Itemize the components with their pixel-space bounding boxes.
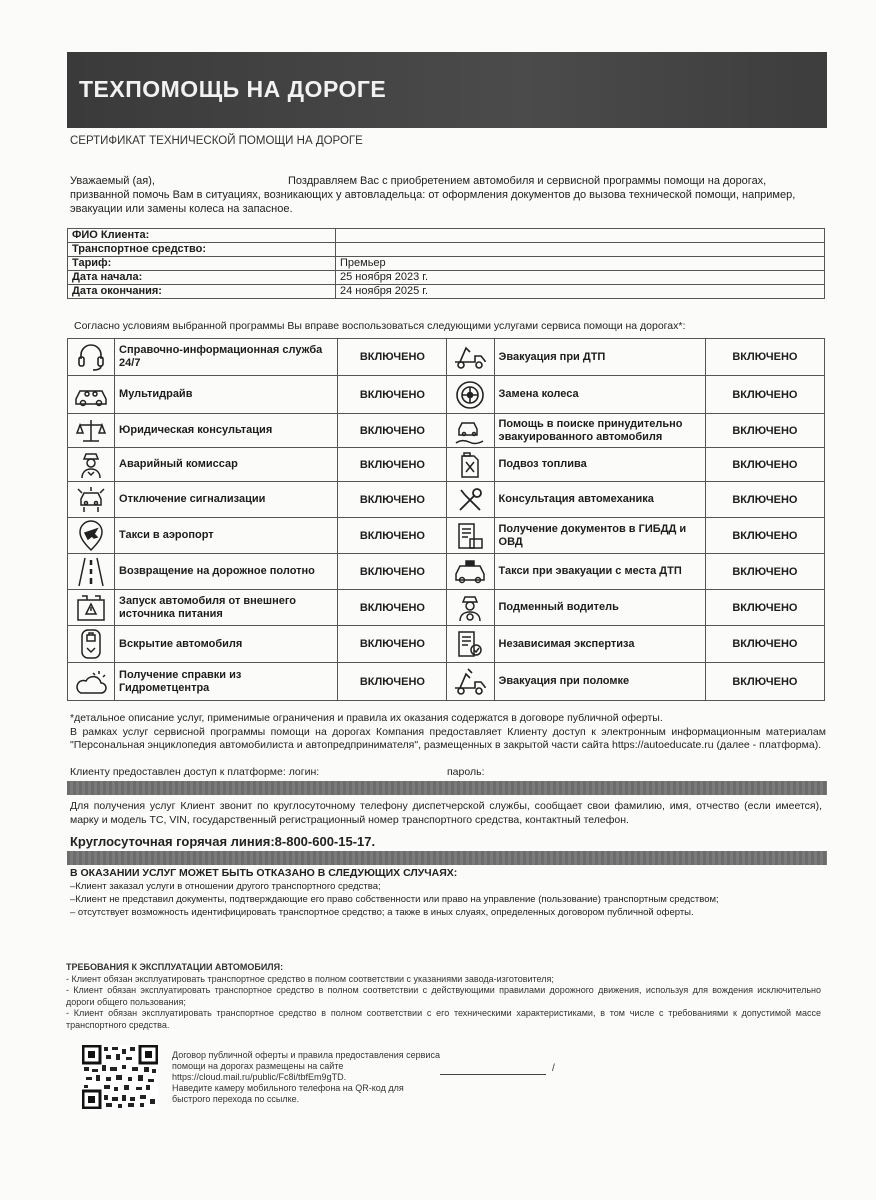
signature-slash: /	[552, 1063, 555, 1074]
password-label: пароль:	[447, 766, 485, 778]
table-row	[68, 663, 825, 701]
service-status: ВКЛЮЧЕНО	[338, 626, 447, 663]
service-status: ВКЛЮЧЕНО	[705, 626, 824, 663]
platform-text: В рамках услуг сервисной программы помощи на дорогах Компания предоставляет Клиенту доступ к электронным информационным материалам "Персональная энциклопедия автомобилиста и автопредпринимателя", размещенных в закрытой части сайта https://autoeducate.ru (далее - платформа).	[70, 725, 826, 751]
service-status: ВКЛЮЧЕНО	[338, 376, 447, 414]
service-name: Такси при эвакуации с места ДТП	[494, 554, 705, 590]
start-date-value: 25 ноября 2023 г.	[336, 271, 825, 285]
expertise-icon	[447, 629, 493, 659]
table-row	[68, 448, 825, 482]
driver-icon	[447, 593, 493, 623]
list-item: – отсутствует возможность идентифицировать транспортное средство; а также в иных слуаях, определенных договором публичной оферты.	[70, 907, 694, 918]
service-status: ВКЛЮЧЕНО	[338, 414, 447, 448]
client-info-table	[67, 228, 825, 299]
greeting: Уважаемый (ая),	[70, 175, 155, 187]
battery-icon	[68, 593, 114, 623]
requirements-section	[66, 962, 821, 1031]
login-row	[70, 766, 485, 778]
tow-breakdown-icon	[447, 666, 493, 698]
service-name: Справочно-информационная служба 24/7	[115, 339, 338, 376]
service-name: Получение документов в ГИБДД и ОВД	[494, 518, 705, 554]
list-item: –Клиент не представил документы, подтверждающие его право собственности или право на управление (пользование) транспортным средством;	[70, 894, 719, 905]
service-name: Помощь в поиске принудительно эвакуированного автомобиля	[494, 414, 705, 448]
intro-paragraph	[70, 174, 823, 216]
end-date-label: Дата окончания:	[68, 285, 336, 299]
service-status: ВКЛЮЧЕНО	[338, 448, 447, 482]
table-row	[68, 482, 825, 518]
service-status: ВКЛЮЧЕНО	[338, 663, 447, 701]
service-status: ВКЛЮЧЕНО	[338, 590, 447, 626]
service-status: ВКЛЮЧЕНО	[705, 590, 824, 626]
table-row	[68, 376, 825, 414]
list-item: - Клиент обязан эксплуатировать транспортное средство в полном соответствии с указаниями завода-изготовителя;	[66, 973, 554, 984]
service-name: Независимая экспертиза	[494, 626, 705, 663]
service-name: Эвакуация при поломке	[494, 663, 705, 701]
weather-icon	[68, 667, 114, 697]
refusal-section	[70, 867, 826, 919]
contact-text: Для получения услуг Клиент звонит по круглосуточному телефону диспетчерской службы, сообщает свои фамилию, имя, отчество (если имеется), марку и модель ТС, VIN, государственный регистрационный номер транспортного средства, контактный телефон.	[70, 800, 822, 826]
service-name: Юридическая консультация	[115, 414, 338, 448]
service-name: Подвоз топлива	[494, 448, 705, 482]
footnote-block	[70, 712, 826, 753]
hotline: Круглосуточная горячая линия:8-800-600-15-17.	[70, 834, 376, 849]
service-name: Возвращение на дорожное полотно	[115, 554, 338, 590]
start-date-label: Дата начала:	[68, 271, 336, 285]
services-intro: Согласно условиям выбранной программы Вы вправе воспользоваться следующими услугами сервиса помощи на дорогах*:	[74, 320, 686, 332]
car-people-icon	[68, 381, 114, 409]
vehicle-value	[336, 243, 825, 257]
service-status: ВКЛЮЧЕНО	[705, 554, 824, 590]
table-row	[68, 590, 825, 626]
service-status: ВКЛЮЧЕНО	[705, 518, 824, 554]
service-status: ВКЛЮЧЕНО	[338, 339, 447, 376]
service-name: Аварийный комиссар	[115, 448, 338, 482]
service-name: Отключение сигнализации	[115, 482, 338, 518]
airport-taxi-icon	[68, 520, 114, 552]
table-row	[68, 626, 825, 663]
service-name: Такси в аэропорт	[115, 518, 338, 554]
car-key-icon	[68, 628, 114, 660]
service-name: Вскрытие автомобиля	[115, 626, 338, 663]
scales-icon	[68, 417, 114, 445]
service-status: ВКЛЮЧЕНО	[705, 663, 824, 701]
service-name: Замена колеса	[494, 376, 705, 414]
road-icon	[68, 556, 114, 588]
headset-icon	[68, 342, 114, 372]
fuel-can-icon	[447, 450, 493, 480]
alarm-off-icon	[68, 485, 114, 515]
service-status: ВКЛЮЧЕНО	[338, 482, 447, 518]
service-name: Получение справки из Гидрометцентра	[115, 663, 338, 701]
login-label: Клиенту предоставлен доступ к платформе: логин:	[70, 766, 320, 778]
taxi-icon	[447, 559, 493, 585]
service-name: Запуск автомобиля от внешнего источника питания	[115, 590, 338, 626]
signature-line	[440, 1074, 546, 1075]
table-row	[68, 554, 825, 590]
header-bar	[67, 52, 827, 128]
list-item: –Клиент заказал услуги в отношении другого транспортного средства;	[70, 881, 381, 892]
service-status: ВКЛЮЧЕНО	[338, 554, 447, 590]
qr-code	[82, 1045, 158, 1114]
table-row	[68, 285, 825, 299]
service-status: ВКЛЮЧЕНО	[705, 482, 824, 518]
service-name: Мультидрайв	[115, 376, 338, 414]
service-status: ВКЛЮЧЕНО	[705, 414, 824, 448]
table-row	[68, 518, 825, 554]
tools-icon	[447, 485, 493, 515]
documents-icon	[447, 521, 493, 551]
tariff-label: Тариф:	[68, 257, 336, 271]
table-row	[68, 414, 825, 448]
offer-text: Договор публичной оферты и правила предоставления сервиса помощи на дорогах размещены на сайте https://cloud.mail.ru/public/Fc8i/tbfEm9gTD.	[172, 1050, 440, 1082]
intro-text: Поздравляем Вас с приобретением автомобиля и сервисной программы помощи на дорогах, призванной помочь Вам в ситуациях, возникающих у автовладельца: от оформления документов до вызова технической помощи, например, эвакуации или замены колеса на запасное.	[70, 175, 796, 215]
service-name: Эвакуация при ДТП	[494, 339, 705, 376]
service-name: Подменный водитель	[494, 590, 705, 626]
certificate-subtitle: СЕРТИФИКАТ ТЕХНИЧЕСКОЙ ПОМОЩИ НА ДОРОГЕ	[70, 135, 363, 147]
page-title: ТЕХПОМОЩЬ НА ДОРОГЕ	[79, 76, 387, 102]
table-row	[68, 257, 825, 271]
footnote: *детальное описание услуг, применимые ограничения и правила их оказания содержатся в договоре публичной оферты.	[70, 712, 663, 724]
client-name-value	[336, 229, 825, 243]
qr-hint: Наведите камеру мобильного телефона на QR-код для быстрого перехода по ссылке.	[172, 1083, 404, 1104]
car-search-icon	[447, 417, 493, 445]
service-status: ВКЛЮЧЕНО	[705, 448, 824, 482]
client-name-label: ФИО Клиента:	[68, 229, 336, 243]
divider-bar	[67, 781, 827, 795]
divider-bar	[67, 851, 827, 865]
tariff-value: Премьер	[336, 257, 825, 271]
service-status: ВКЛЮЧЕНО	[338, 518, 447, 554]
list-item: - Клиент обязан эксплуатировать транспортное средство в полном соответствии с его техническими характеристиками, в том числе с требованиями к допустимой массе транспортного средства.	[66, 1008, 821, 1030]
requirements-heading: ТРЕБОВАНИЯ К ЭКСПЛУАТАЦИИ АВТОМОБИЛЯ:	[66, 962, 284, 972]
table-row	[68, 229, 825, 243]
list-item: - Клиент обязан эксплуатировать транспортное средство в полном соответствии с действующими правилами дорожного движения, используя для вождения исключительно дороги общего пользования;	[66, 985, 821, 1007]
vehicle-label: Транспортное средство:	[68, 243, 336, 257]
service-name: Консультация автомеханика	[494, 482, 705, 518]
tow-truck-icon	[447, 342, 493, 372]
offer-block	[172, 1050, 440, 1105]
refusal-heading: В ОКАЗАНИИ УСЛУГ МОЖЕТ БЫТЬ ОТКАЗАНО В СЛЕДУЮЩИХ СЛУЧАЯХ:	[70, 867, 458, 879]
table-row	[68, 271, 825, 285]
services-table	[67, 338, 825, 701]
wheel-icon	[447, 379, 493, 411]
commissioner-icon	[68, 450, 114, 480]
end-date-value: 24 ноября 2025 г.	[336, 285, 825, 299]
table-row	[68, 339, 825, 376]
table-row	[68, 243, 825, 257]
service-status: ВКЛЮЧЕНО	[705, 339, 824, 376]
service-status: ВКЛЮЧЕНО	[705, 376, 824, 414]
